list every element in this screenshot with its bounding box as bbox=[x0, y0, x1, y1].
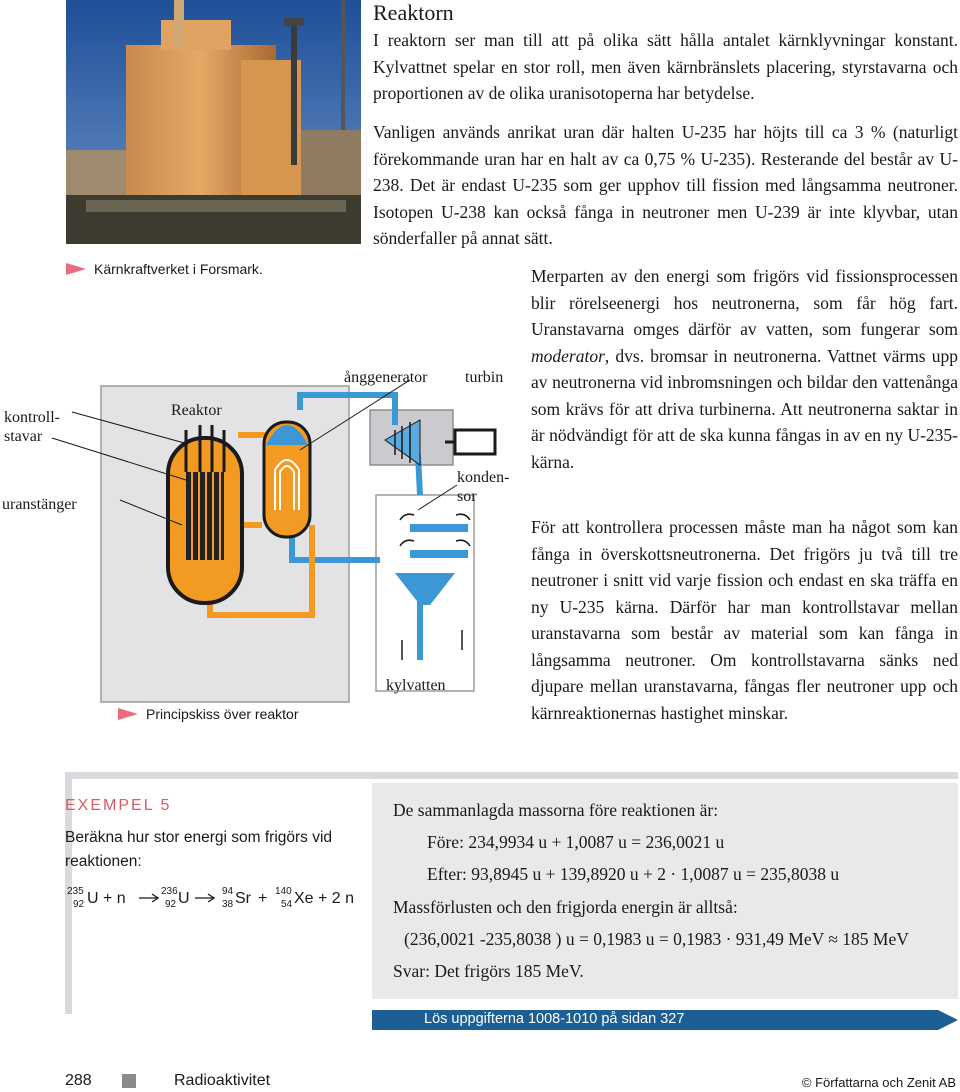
u235-number: 92 bbox=[73, 899, 85, 910]
label-condenser: konden- sor bbox=[457, 469, 510, 505]
label-uranium-rods: uranstänger bbox=[2, 496, 77, 513]
solution-intro: De sammanlagda massorna före reaktionen är: bbox=[393, 800, 719, 820]
sr-symbol: Sr bbox=[235, 890, 251, 907]
label-steam-generator: ånggenerator bbox=[344, 369, 428, 386]
solution-before: Före: 234,9934 u + 1,0087 u = 236,0021 u bbox=[427, 832, 725, 852]
reaction-equation bbox=[65, 885, 365, 920]
u236-mass: 236 bbox=[161, 886, 178, 897]
label-cooling-water: kylvatten bbox=[386, 677, 446, 694]
diagram-caption bbox=[118, 706, 299, 722]
u236-number: 92 bbox=[165, 899, 177, 910]
xe-symbol: Xe bbox=[294, 890, 314, 907]
enrichment-paragraph: Vanligen används anrikat uran där halten U-235 har höjts till ca 3 % (naturligt förekommande uran har en halt av ca 0,75 % U-235). Resterande del består av U-238. Det är endast U-235 som ger upphov till fission med långsamma neutroner. Isotopen U-238 kan också fånga in neutroner men U-239 är inte klyvbar, utan sönderfaller på annat sätt. bbox=[373, 122, 958, 248]
example-top-bar bbox=[65, 772, 958, 779]
label-control-rods: kontroll- stavar bbox=[4, 409, 60, 445]
photo-caption bbox=[66, 261, 263, 277]
label-turbine: turbin bbox=[465, 369, 504, 386]
example-question: Beräkna hur stor energi som frigörs vid reaktionen: bbox=[65, 829, 333, 870]
u236-symbol: U bbox=[178, 890, 190, 907]
caption-arrow-icon bbox=[118, 708, 138, 720]
plus-sign: + bbox=[258, 890, 268, 907]
control-rods-paragraph: För att kontrollera processen måste man ha något som kan fånga in överskottsneutronerna. Det frigörs ju två till tre neutroner i snitt vid varje fission och endast en ska träffa en ny U-235 kärna. Därför har man kontrollstavar mellan uranstavarna som består av material som kan fånga in långsamma neutroner. Om kontrollstavarna sänks ned djupare mellan uranstavarna, fångas fler neutroner upp och kärnreaktionernas hastighet minskar. bbox=[531, 517, 958, 723]
sr-number: 38 bbox=[222, 899, 234, 910]
caption-arrow-icon bbox=[66, 263, 86, 275]
tasks-link[interactable] bbox=[372, 1010, 958, 1030]
plus-neutron: + n bbox=[103, 890, 126, 907]
plus-two-neutrons: + 2 n bbox=[318, 890, 355, 907]
solution-answer: Svar: Det frigörs 185 MeV. bbox=[393, 961, 584, 981]
xe-mass: 140 bbox=[275, 886, 292, 897]
label-reactor: Reaktor bbox=[171, 402, 222, 419]
footer-square-icon bbox=[122, 1074, 136, 1088]
solution-calculation: (236,0021 -235,8038 ) u = 0,1983 u = 0,1983 · 931,49 MeV ≈ 185 MeV bbox=[404, 929, 909, 949]
example-label: EXEMPEL 5 bbox=[65, 797, 172, 814]
copyright: © Författarna och Zenit AB bbox=[801, 1075, 956, 1090]
reactor-diagram bbox=[0, 360, 525, 740]
chapter-name: Radioaktivitet bbox=[174, 1072, 271, 1089]
forsmark-photo bbox=[66, 0, 361, 244]
page-number: 288 bbox=[65, 1072, 92, 1089]
diagram-caption-text: Principskiss över reaktor bbox=[146, 706, 299, 722]
u235-symbol: U bbox=[87, 890, 99, 907]
tasks-link-text: Lös uppgifterna 1008-1010 på sidan 327 bbox=[424, 1011, 685, 1027]
xe-number: 54 bbox=[281, 899, 293, 910]
intro-paragraph: I reaktorn ser man till att på olika sätt hålla antalet kärnklyvningar konstant. Kylvattnet spelar en stor roll, men även kärnbränslets placering, styrstavarna och proportionen av de olika uranisotoperna har betydelse. bbox=[373, 30, 958, 103]
sr-mass: 94 bbox=[222, 886, 234, 897]
section-heading: Reaktorn bbox=[373, 0, 454, 25]
solution-loss: Massförlusten och den frigjorda energin är alltså: bbox=[393, 897, 738, 917]
moderator-paragraph: Merparten av den energi som frigörs vid fissionsprocessen blir rörelseenergi hos neutronerna, som får hög fart. Uranstavarna omges därför av vatten, som fungerar som moderator, dvs. bromsar in neutronerna. Vattnet värms upp av neutronerna vid inbromsningen och bildar den vattenånga som krävs för att driva turbinerna. Att neutronerna saktar in är nödvändigt för att de ska kunna fångas in av en ny U-235-kärna. bbox=[531, 266, 958, 472]
photo-caption-text: Kärnkraftverket i Forsmark. bbox=[94, 261, 263, 277]
u235-mass: 235 bbox=[67, 886, 84, 897]
solution-after: Efter: 93,8945 u + 139,8920 u + 2 · 1,0087 u = 235,8038 u bbox=[427, 864, 840, 884]
